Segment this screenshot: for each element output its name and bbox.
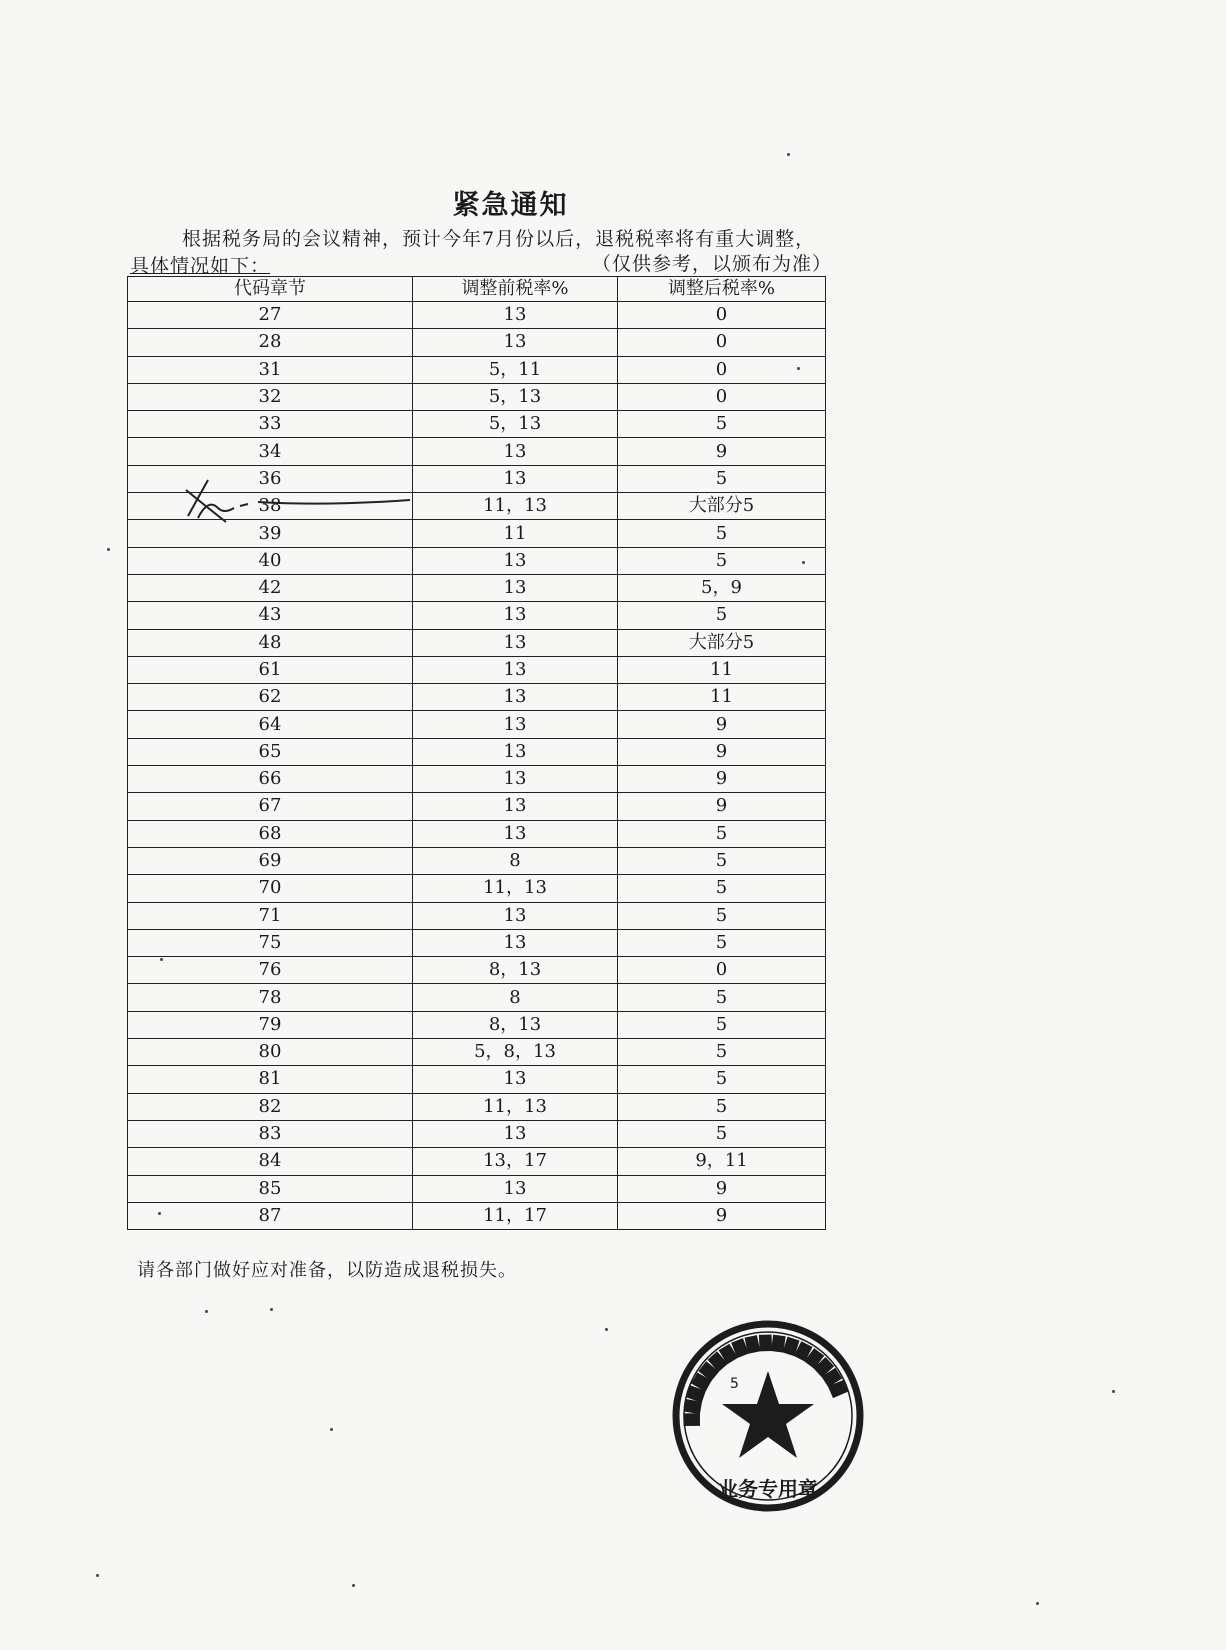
table-row — [128, 766, 826, 793]
table-body — [128, 302, 826, 1230]
table-row — [128, 574, 826, 601]
cell-chapter-code: 81 — [128, 1066, 413, 1093]
cell-rate-after: 5 — [618, 411, 826, 438]
cell-rate-before: 5，13 — [413, 383, 618, 410]
cell-rate-before: 13，17 — [413, 1148, 618, 1175]
cell-rate-after: 5 — [618, 902, 826, 929]
cell-chapter-code: 43 — [128, 602, 413, 629]
cell-rate-before: 13 — [413, 574, 618, 601]
table-row — [128, 602, 826, 629]
cell-rate-before: 13 — [413, 711, 618, 738]
cell-chapter-code: 64 — [128, 711, 413, 738]
table-row — [128, 902, 826, 929]
cell-rate-before: 11，13 — [413, 1093, 618, 1120]
cell-chapter-code: 67 — [128, 793, 413, 820]
cell-chapter-code: 79 — [128, 1011, 413, 1038]
cell-rate-after: 0 — [618, 356, 826, 383]
cell-rate-after: 5 — [618, 1066, 826, 1093]
cell-rate-after: 0 — [618, 329, 826, 356]
cell-chapter-code: 80 — [128, 1039, 413, 1066]
tax-rate-table — [127, 276, 826, 1230]
table-row — [128, 302, 826, 329]
cell-chapter-code: 76 — [128, 957, 413, 984]
cell-rate-before: 5，8，13 — [413, 1039, 618, 1066]
cell-rate-after: 0 — [618, 383, 826, 410]
table-row — [128, 411, 826, 438]
cell-rate-after: 大部分5 — [618, 493, 826, 520]
cell-rate-before: 13 — [413, 656, 618, 683]
seal-date-fragment: 5 — [730, 1376, 739, 1392]
cell-rate-before: 13 — [413, 438, 618, 465]
table-row — [128, 1202, 826, 1229]
cell-rate-before: 13 — [413, 1175, 618, 1202]
cell-rate-before: 8，13 — [413, 1011, 618, 1038]
cell-rate-before: 13 — [413, 902, 618, 929]
cell-chapter-code: 78 — [128, 984, 413, 1011]
cell-rate-before: 13 — [413, 1066, 618, 1093]
cell-chapter-code: 27 — [128, 302, 413, 329]
seal-label: 业务专用章 — [718, 1477, 818, 1501]
cell-rate-before: 11，13 — [413, 493, 618, 520]
table-row — [128, 656, 826, 683]
cell-rate-before: 13 — [413, 329, 618, 356]
cell-rate-before: 8 — [413, 984, 618, 1011]
cell-rate-after: 5 — [618, 465, 826, 492]
cell-rate-before: 13 — [413, 793, 618, 820]
cell-rate-after: 11 — [618, 656, 826, 683]
cell-rate-after: 9 — [618, 793, 826, 820]
table-row — [128, 438, 826, 465]
table-row — [128, 875, 826, 902]
cell-rate-after: 5 — [618, 1011, 826, 1038]
table-row — [128, 929, 826, 956]
cell-chapter-code: 42 — [128, 574, 413, 601]
cell-rate-before: 13 — [413, 547, 618, 574]
cell-rate-after: 9 — [618, 738, 826, 765]
table-row — [128, 1011, 826, 1038]
notice-title: 紧急通知 — [452, 190, 569, 221]
reference-note: （仅供参考，以颁布为准） — [592, 253, 833, 275]
cell-chapter-code: 36 — [128, 465, 413, 492]
table-row — [128, 1120, 826, 1147]
table-row — [128, 383, 826, 410]
cell-chapter-code: 69 — [128, 847, 413, 874]
cell-rate-after: 9 — [618, 1175, 826, 1202]
cell-chapter-code: 75 — [128, 929, 413, 956]
table-row — [128, 820, 826, 847]
cell-rate-before: 8 — [413, 847, 618, 874]
table-row — [128, 356, 826, 383]
cell-rate-after: 5 — [618, 520, 826, 547]
cell-chapter-code: 82 — [128, 1093, 413, 1120]
cell-rate-after: 5 — [618, 1039, 826, 1066]
cell-chapter-code: 48 — [128, 629, 413, 656]
footer-instruction: 请各部门做好应对准备，以防造成退税损失。 — [137, 1260, 517, 1281]
handwritten-mark — [178, 478, 418, 528]
cell-chapter-code: 32 — [128, 383, 413, 410]
official-seal — [668, 1316, 868, 1516]
table-header-row — [128, 277, 826, 302]
cell-rate-after: 0 — [618, 957, 826, 984]
cell-chapter-code: 38 — [128, 493, 413, 520]
cell-rate-before: 13 — [413, 820, 618, 847]
cell-rate-before: 13 — [413, 1120, 618, 1147]
cell-rate-before: 11 — [413, 520, 618, 547]
cell-chapter-code: 66 — [128, 766, 413, 793]
header-chapter-code: 代码章节 — [128, 277, 413, 302]
table-row — [128, 1148, 826, 1175]
cell-rate-before: 8，13 — [413, 957, 618, 984]
table-row — [128, 847, 826, 874]
table-row — [128, 957, 826, 984]
cell-rate-before: 11，17 — [413, 1202, 618, 1229]
intro-line-1: 根据税务局的会议精神，预计今年7月份以后，退税税率将有重大调整， — [182, 228, 816, 250]
cell-rate-after: 9，11 — [618, 1148, 826, 1175]
intro-line-2: 具体情况如下： — [130, 255, 271, 277]
cell-rate-after: 5，9 — [618, 574, 826, 601]
cell-chapter-code: 28 — [128, 329, 413, 356]
table-row — [128, 738, 826, 765]
cell-chapter-code: 31 — [128, 356, 413, 383]
cell-rate-after: 大部分5 — [618, 629, 826, 656]
cell-rate-after: 11 — [618, 684, 826, 711]
cell-chapter-code: 61 — [128, 656, 413, 683]
table-row — [128, 1175, 826, 1202]
cell-rate-after: 5 — [618, 547, 826, 574]
cell-rate-before: 5，13 — [413, 411, 618, 438]
cell-rate-after: 9 — [618, 438, 826, 465]
table-row — [128, 684, 826, 711]
cell-rate-before: 13 — [413, 602, 618, 629]
table-row — [128, 629, 826, 656]
cell-chapter-code: 40 — [128, 547, 413, 574]
table-row — [128, 547, 826, 574]
cell-chapter-code: 83 — [128, 1120, 413, 1147]
cell-chapter-code: 39 — [128, 520, 413, 547]
cell-rate-after: 5 — [618, 1120, 826, 1147]
cell-rate-before: 13 — [413, 684, 618, 711]
cell-rate-after: 5 — [618, 875, 826, 902]
table-row — [128, 984, 826, 1011]
cell-rate-after: 9 — [618, 766, 826, 793]
cell-chapter-code: 65 — [128, 738, 413, 765]
cell-chapter-code: 68 — [128, 820, 413, 847]
cell-rate-before: 11，13 — [413, 875, 618, 902]
cell-chapter-code: 70 — [128, 875, 413, 902]
table-row — [128, 329, 826, 356]
table-row — [128, 793, 826, 820]
table-row — [128, 1039, 826, 1066]
cell-chapter-code: 62 — [128, 684, 413, 711]
header-rate-before: 调整前税率% — [413, 277, 618, 302]
cell-rate-after: 5 — [618, 602, 826, 629]
header-rate-after: 调整后税率% — [618, 277, 826, 302]
cell-rate-after: 0 — [618, 302, 826, 329]
cell-chapter-code: 71 — [128, 902, 413, 929]
cell-chapter-code: 34 — [128, 438, 413, 465]
cell-rate-after: 5 — [618, 984, 826, 1011]
cell-rate-before: 13 — [413, 629, 618, 656]
cell-rate-before: 13 — [413, 302, 618, 329]
cell-rate-before: 13 — [413, 929, 618, 956]
cell-rate-after: 9 — [618, 711, 826, 738]
cell-rate-after: 5 — [618, 929, 826, 956]
cell-rate-before: 5，11 — [413, 356, 618, 383]
svg-text:▇▇▇▇▇▇▇▇▇▇▇▇▇▇▇▇▇: ▇▇▇▇▇▇▇▇▇▇▇▇▇▇▇▇▇ — [680, 1331, 851, 1426]
table-row — [128, 1093, 826, 1120]
cell-rate-before: 13 — [413, 766, 618, 793]
cell-rate-after: 9 — [618, 1202, 826, 1229]
table-row — [128, 711, 826, 738]
cell-chapter-code: 87 — [128, 1202, 413, 1229]
cell-rate-before: 13 — [413, 465, 618, 492]
cell-rate-after: 5 — [618, 820, 826, 847]
table-row — [128, 1066, 826, 1093]
cell-rate-after: 5 — [618, 847, 826, 874]
cell-chapter-code: 33 — [128, 411, 413, 438]
cell-rate-after: 5 — [618, 1093, 826, 1120]
cell-chapter-code: 85 — [128, 1175, 413, 1202]
cell-chapter-code: 84 — [128, 1148, 413, 1175]
cell-rate-before: 13 — [413, 738, 618, 765]
